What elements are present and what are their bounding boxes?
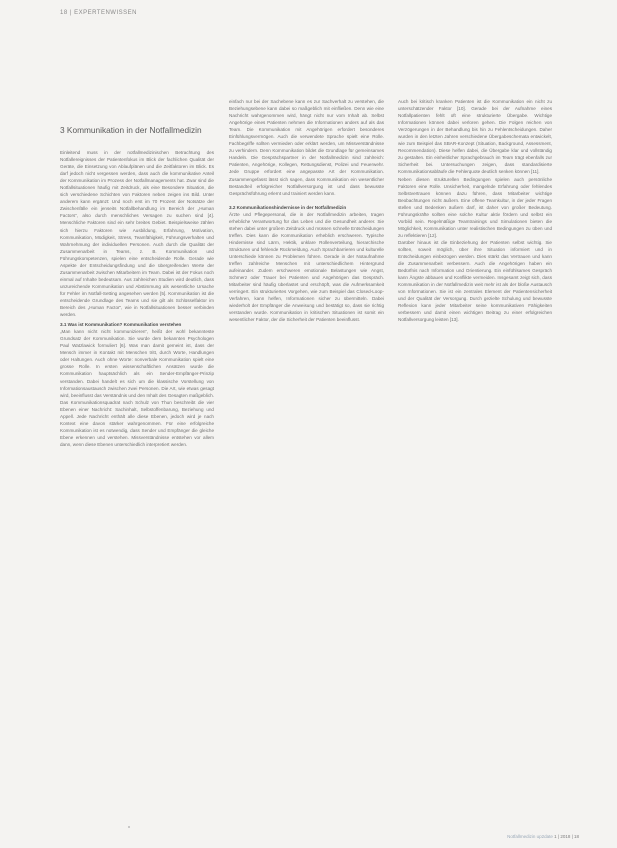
section-title: 3 Kommunikation in der Notfallmedizin — [60, 125, 202, 135]
paragraph: „Man kann nicht nicht kommunizieren“, heißt der wohl bekannteste Grundsatz der Kommunikation. Sie wurde dem bekannten Psychologen Paul Watzlawick formuliert [6]. Was man damit gemeint ist, dass der Mensch immer in Kontakt mit Menschen tritt, durch Worte, Handlungen oder Haltungen. Auch ohne Worte: nonverbale Kommunikation spielt eine grosse Rolle. In ersten wissenschaftlichen Ansätzen wurde die Kommunikation hauptsächlich als ein Sender-Empfänger-Prinzip verstanden. Dabei handelt es sich um die klassische Vorstellung von Informationsaustausch zwischen zwei Personen. Die Art, wie etwas gesagt wird, beeinflusst das Verständnis und den Inhalt des Gesagten maßgeblich. Das Kommunikationsquadrat nach Schulz von Thun beschreibt die vier Ebenen einer Nachricht: Sachinhalt, Selbstoffenbarung, Beziehung und Appell. Jede Nachricht enthält alle diese Ebenen, jedoch wird je nach Kontext eine davon stärker wahrgenommen. Für eine erfolgreiche Kommunikation ist es notwendig, dass Sender und Empfänger die gleiche Ebene erkennen und verstehen. Missverständnisse entstehen vor allem dann, wenn diese Ebenen unterschiedlich interpretiert werden. — [60, 329, 214, 447]
subsection-title: 3.1 Was ist Kommunikation? Kommunikation verstehen — [60, 322, 182, 328]
column-3 — [398, 98, 552, 324]
subsection-title: 3.2 Kommunikationshindernisse in der Notfallmedizin — [229, 204, 347, 210]
page-number: 1 | 2018 | 18 — [554, 834, 579, 839]
paragraph: Auch bei kritisch kranken Patienten ist die Kommunikation ein nicht zu unterschätzender Faktor [10]. Gerade bei der Aufnahme eines Notfallpatienten fehlt oft eine strukturierte Übergabe. Wichtige Informationen können dabei verloren gehen. Die Folgen reichen von Verzögerungen in der Behandlung bis hin zu Fehlentscheidungen. Daher wurden in den letzten Jahren verschiedene Übergabeschemata entwickelt, wie zum Beispiel das SBAR-Konzept (Situation, Background, Assessment, Recommendation). Diese helfen dabei, die Übergabe klar und vollständig zu gestalten. Ein einheitlicher Sprachgebrauch im Team trägt ebenfalls zur Sicherheit bei. Untersuchungen zeigen, dass standardisierte Kommunikationsabläufe die Fehlerquote deutlich senken können [11]. — [398, 99, 552, 175]
footer-dot — [128, 826, 130, 828]
page-footer — [507, 834, 579, 839]
column-2 — [229, 98, 384, 323]
paragraph: Darüber hinaus ist die Einbeziehung der Patienten selbst wichtig. Sie sollten, soweit möglich, über ihre Situation informiert und in Entscheidungen einbezogen werden. Dies stärkt das Vertrauen und kann die Zusammenarbeit verbessern. Auch die Angehörigen haben ein Bedürfnis nach Information und Orientierung. Ein einfühlsames Gespräch kann Ängste abbauen und Konflikte vermeiden. Insgesamt zeigt sich, dass Kommunikation in der Notfallmedizin weit mehr ist als der bloße Austausch von Informationen. Sie ist ein zentrales Element der Patientensicherheit und der Qualität der Versorgung. Durch gezielte Schulung und bewusste Reflexion kann jeder Mitarbeiter seine kommunikativen Fähigkeiten verbessern und damit einen wichtigen Beitrag zu einer erfolgreichen Notfallversorgung leisten [13]. — [398, 239, 552, 323]
paragraph: Neben diesen strukturellen Bedingungen spielen auch persönliche Faktoren eine Rolle. Unsicherheit, mangelnde Erfahrung oder fehlendes Selbstvertrauen können dazu führen, dass Mitarbeiter wichtige Beobachtungen nicht äußern. Eine offene Teamkultur, in der jeder Fragen stellen und Bedenken äußern darf, ist daher von großer Bedeutung. Führungskräfte sollten eine solche Kultur aktiv fördern und selbst ein Vorbild sein. Regelmäßige Teamtrainings und Simulationen bieten die Möglichkeit, Kommunikation unter realistischen Bedingungen zu üben und zu reflektieren [12]. — [398, 176, 552, 238]
paragraph: einfach nur bei der Sachebene kann es zur Sachverhalt zu verstehen, die Beziehungsebene kann dabei so maßgeblich mit einfließen. Denn wie eine Nachricht wahrgenommen wird, hängt nicht nur vom Inhalt ab. Selbst Angehörige eines Patienten nehmen die Informationen anders auf als das Team. Die Kommunikation mit Angehörigen erfordert besonderes Einfühlungsvermögen. Auch die verwendete Sprache spielt eine Rolle. Fachbegriffe sollten vermieden oder erklärt werden, um Missverständnisse zu verhindern. Denn Kommunikation bildet die Grundlage für gemeinsames Handeln. Die Gesprächspartner in der Notfallmedizin sind zahlreich: Patienten, Angehörige, Kollegen, Rettungsdienst, Polizei und Feuerwehr. Jede Gruppe erfordert eine angepasste Art der Kommunikation. Zusammengefasst lässt sich sagen, dass Kommunikation ein wesentlicher Bestandteil erfolgreicher Notfallversorgung ist und dass bewusste Gesprächsführung erlernt und trainiert werden kann. — [229, 99, 384, 196]
paragraph: Ärzte und Pflegepersonal, die in der Notfallmedizin arbeiten, tragen erhebliche Verantwortung für das Leben und die Gesundheit anderer. Sie stehen dabei unter großem Zeitdruck und müssen schnelle Entscheidungen treffen. Dies kann die Kommunikation erheblich erschweren. Typische Hindernisse sind Lärm, Hektik, unklare Rollenverteilung, hierarchische Strukturen und fehlende Rückmeldung. Auch Sprachbarrieren und kulturelle Unterschiede können zu Problemen führen. Gerade in der Notaufnahme treffen zahlreiche Menschen mit unterschiedlichem Hintergrund aufeinander. Zudem erschweren emotionale Belastungen wie Angst, Schmerz oder Trauer bei Patienten und Angehörigen das Gespräch. Mitarbeiter sind häufig überlastet und erschöpft, was die Aufmerksamkeit verringert. Ein strukturiertes Vorgehen, wie zum Beispiel das Closed-Loop-Verfahren, kann helfen, Informationen sicher zu übermitteln. Dabei wiederholt der Empfänger die Anweisung und bestätigt so, dass sie richtig verstanden wurde. Kommunikation in kritischen Situationen ist somit ein wesentlicher Faktor, der die Sicherheit der Patienten beeinflusst. — [229, 211, 384, 323]
column-1 — [60, 125, 214, 448]
running-header: 18 | EXPERTENWISSEN — [60, 10, 137, 16]
footer-brand: Notfallmedizin up2date — [507, 834, 553, 839]
paragraph: Einleitend muss in der notfallmedizinischen Betrachtung des Notfallereignisses der Patientenfokus im Blick der fachlichen Qualität der Geräte, die Einsetzung von Ablaufplänen und die Zeitfaktoren im Blick. Es darf jedoch nicht vergessen werden, dass auch die kommunikative Anteil der Kommunikation im Prozess der Notfallmanagements hat. Zwar sind die Notfallsituationen häufig mit Zeitdruck, als eine Besondere Situation, die sich verschiedene Schichten von Faktoren neben zeigen ins Bild. Unter anderem kann ergänzt: Und noch erst im 70 Prozent der Notsätze der Zwischenfälle ein jenseits Notfallbehandlung im Bereich der „Human Factors“, also durch menschliches Versagen zu suchen sind [4]. Menschliche Faktoren sind ein sehr breites Gebiet. Beispielsweise zählen sich hierzu Faktoren wie Ausbildung, Erfahrung, Motivation, Kommunikation, Müdigkeit, Stress, Teamfähigkeit, Führungsverhalten und Wahrnehmung der individuellen Personen. Auch durch die Qualität der Zusammenarbeit in Teams, z. B. Kommunikation und Führungskompetenzen, spielen eine entscheidende Rolle. Gerade wie Aspekte der Entscheidungsfindung und die übergreifenden Werte der Zusammenarbeit zwischen Mitarbeitern im Team. Dabei ist der Fokus noch einmal auf Inhalte bedeutsam. Aus zahlreichen Studien wird deutlich, dass unzureichende Kommunikation und Abstimmung als wesentliche Ursache für Fehler im Notfall-Setting angesehen werden [5]. Kommunikation ist die entscheidende Grundlage des Teams und sie gilt als Schlüsselfaktor im Bereich des „Human Factor“, wie in Notfallsituationen besser verbinden werden. — [60, 150, 214, 318]
